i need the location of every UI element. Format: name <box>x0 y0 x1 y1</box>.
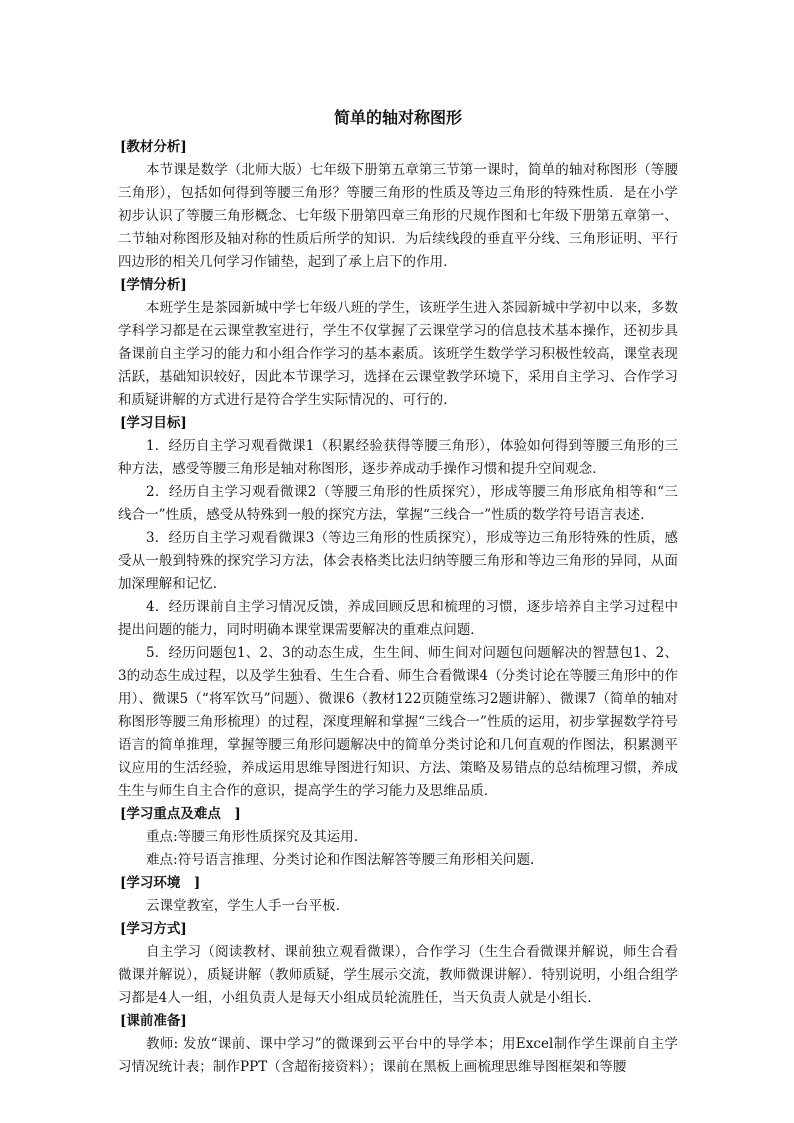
section-heading: [学习环境 ] <box>120 875 201 891</box>
section-heading: [学情分析] <box>120 277 187 293</box>
section-heading: [学习方式] <box>120 921 187 937</box>
section-learning-environment <box>118 872 678 918</box>
section-learning-objectives <box>118 412 678 803</box>
section-learning-method <box>118 918 678 1010</box>
objective-item: 5．经历问题包1、2、3的动态生成，生生间、师生间对问题包问题解决的智慧包1、2、3的动态生成过程，以及学生独看、生生合看、师生合看微课4（分类讨论在等腰三角形中的作用）、微课5（“将军饮马”问题）、微课6（教材122页随堂练习2题讲解）、微课7（简单的轴对称图形等腰三角形梳理）的过程，深度理解和掌握“三线合一”性质的运用，初步掌握数学符号语言的简单推理，掌握等腰三角形问题解决中的简单分类讨论和几何直观的作图法，积累测平议应用的生活经验，养成运用思维导图进行知识、方法、策略及易错点的总结梳理习惯，养成生生与师生自主合作的意识，提高学生的学习能力及思维品质． <box>118 645 678 799</box>
key-point: 重点:等腰三角形性质探究及其运用. <box>146 829 359 845</box>
paragraph: 本节课是数学（北师大版）七年级下册第五章第三节第一课时，简单的轴对称图形（等腰三角形），包括如何得到等腰三角形？等腰三角形的性质及等边三角形的特殊性质．是在小学初步认识了等腰三角形概念、七年级下册第四章三角形的尺规作图和七年级下册第五章第一、二节轴对称图形及轴对称的性质后所学的知识．为后续线段的垂直平分线、三角形证明、平行四边形的相关几何学习作铺垫，起到了承上启下的作用． <box>118 162 678 270</box>
paragraph: 自主学习（阅读教材、课前独立观看微课），合作学习（生生合看微课并解说，师生合看微课并解说），质疑讲解（教师质疑，学生展示交流，教师微课讲解）．特别说明，小组合组学习都是4人一组，小组负责人是每天小组成员轮流胜任，当天负责人就是小组长． <box>118 944 678 1006</box>
section-student-analysis <box>118 274 678 412</box>
section-heading: [学习重点及难点 ] <box>120 806 241 822</box>
section-key-difficult-points <box>118 803 678 872</box>
paragraph: 云课堂教室，学生人手一台平板． <box>146 898 350 914</box>
section-heading: [教材分析] <box>120 139 187 155</box>
page-title: 简单的轴对称图形 <box>333 108 462 127</box>
objective-item: 4．经历课前自主学习情况反馈，养成回顾反思和梳理的习惯，逐步培养自主学习过程中提出问题的能力，同时明确本课堂课需要解决的重难点问题． <box>118 599 678 638</box>
paragraph: 本班学生是茶园新城中学七年级八班的学生，该班学生进入茶园新城中学初中以来，多数学科学习都是在云课堂教室进行，学生不仅掌握了云课堂学习的信息技术基本操作，还初步具备课前自主学习的能力和小组合作学习的基本素质。该班学生数学学习积极性较高，课堂表现活跃，基础知识较好，因此本节课学习，选择在云课堂教学环境下，采用自主学习、合作学习和质疑讲解的方式进行是符合学生实际情况的、可行的． <box>118 300 678 408</box>
section-preparation <box>118 1010 678 1079</box>
objective-item: 2．经历自主学习观看微课2（等腰三角形的性质探究），形成等腰三角形底角相等和“三线合一”性质，感受从特殊到一般的探究方法，掌握“三线合一”性质的数学符号语言表述． <box>118 484 678 523</box>
objective-item: 3．经历自主学习观看微课3（等边三角形的性质探究），形成等边三角形特殊的性质，感受从一般到特殊的探究学习方法，体会表格类比法归纳等腰三角形和等边三角形的异同，从面加深理解和记忆． <box>118 530 678 592</box>
paragraph: 教师: 发放“课前、课中学习”的微课到云平台中的导学本；用Excel制作学生课前自主学习情况统计表；制作PPT（含超衔接资料）；课前在黑板上画梳理思维导图框架和等腰 <box>118 1036 678 1075</box>
document-body <box>118 107 678 1079</box>
difficult-point: 难点:符号语言推理、分类讨论和作图法解答等腰三角形相关问题. <box>146 852 535 868</box>
section-textbook-analysis <box>118 136 678 274</box>
section-heading: [学习目标] <box>120 415 187 431</box>
objective-item: 1．经历自主学习观看微课1（积累经验获得等腰三角形），体验如何得到等腰三角形的三种方法，感受等腰三角形是轴对称图形，逐步养成动手操作习惯和提升空间观念． <box>118 438 678 477</box>
section-heading: [课前准备] <box>120 1013 187 1029</box>
